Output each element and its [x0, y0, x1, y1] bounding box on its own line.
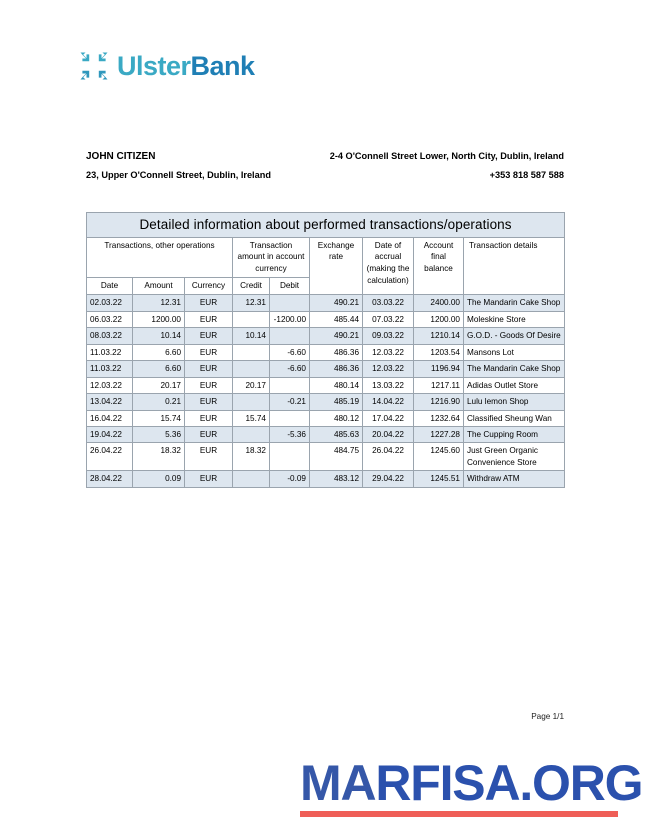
header-debit: Debit: [270, 278, 310, 295]
table-body: [87, 295, 565, 488]
cell-debit: [270, 443, 310, 471]
cell-details: The Cupping Room: [464, 427, 565, 443]
cell-debit: [270, 377, 310, 393]
cell-accrual: 13.03.22: [363, 377, 414, 393]
cell-details: G.O.D. - Goods Of Desire: [464, 328, 565, 344]
address-row-primary: [86, 148, 564, 167]
cell-accrual: 07.03.22: [363, 311, 414, 327]
cell-date: 08.03.22: [87, 328, 133, 344]
cell-credit: 15.74: [233, 410, 270, 426]
cell-date: 02.03.22: [87, 295, 133, 311]
cell-date: 11.03.22: [87, 344, 133, 360]
table-row: [87, 311, 565, 327]
cell-debit: [270, 295, 310, 311]
cell-amount: 10.14: [133, 328, 185, 344]
bank-name-part1: Ulster: [117, 50, 191, 81]
statement-title: Detailed information about performed transactions/operations: [87, 213, 565, 238]
cell-amount: 18.32: [133, 443, 185, 471]
cell-currency: EUR: [185, 471, 233, 487]
cell-currency: EUR: [185, 344, 233, 360]
statement-sheet: [86, 212, 564, 488]
cell-currency: EUR: [185, 377, 233, 393]
cell-currency: EUR: [185, 295, 233, 311]
bank-logo: [80, 52, 255, 80]
cell-amount: 15.74: [133, 410, 185, 426]
cell-accrual: 12.03.22: [363, 361, 414, 377]
cell-credit: [233, 394, 270, 410]
header-transaction-details: Transaction details: [464, 237, 565, 295]
cell-rate: 480.14: [310, 377, 363, 393]
header-date-of-accrual: Date of accrual (making the calculation): [363, 237, 414, 295]
cell-balance: 1217.11: [414, 377, 464, 393]
cell-rate: 485.44: [310, 311, 363, 327]
cell-date: 13.04.22: [87, 394, 133, 410]
cell-balance: 1203.54: [414, 344, 464, 360]
table-row: [87, 295, 565, 311]
branch-address: 2-4 O'Connell Street Lower, North City, Dublin, Ireland: [329, 151, 564, 161]
bank-name: [117, 50, 255, 81]
cell-debit: [270, 328, 310, 344]
branch-phone: +353 818 587 588: [489, 169, 564, 180]
cell-currency: EUR: [185, 311, 233, 327]
cell-credit: 12.31: [233, 295, 270, 311]
cell-accrual: 03.03.22: [363, 295, 414, 311]
page-number: Page 1/1: [531, 712, 564, 721]
cell-date: 16.04.22: [87, 410, 133, 426]
cell-currency: EUR: [185, 410, 233, 426]
cell-balance: 1245.51: [414, 471, 464, 487]
cell-details: The Mandarin Cake Shop: [464, 361, 565, 377]
cell-accrual: 14.04.22: [363, 394, 414, 410]
watermark-rule: [300, 811, 618, 817]
cell-date: 26.04.22: [87, 443, 133, 471]
cell-balance: 2400.00: [414, 295, 464, 311]
address-block: [86, 148, 564, 184]
cell-balance: 1232.64: [414, 410, 464, 426]
cell-currency: EUR: [185, 443, 233, 471]
cell-debit: -0.21: [270, 394, 310, 410]
cell-rate: 485.19: [310, 394, 363, 410]
cell-currency: EUR: [185, 328, 233, 344]
cell-details: Lulu lemon Shop: [464, 394, 565, 410]
customer-name: JOHN CITIZEN: [86, 151, 156, 162]
header-amount-group: Transaction amount in account currency: [233, 237, 310, 278]
cell-credit: [233, 344, 270, 360]
watermark-text-light: MA: [300, 755, 376, 811]
cell-rate: 486.36: [310, 344, 363, 360]
table-row: [87, 427, 565, 443]
header-currency: Currency: [185, 278, 233, 295]
table-row: [87, 443, 565, 471]
cell-debit: -6.60: [270, 344, 310, 360]
table-header: [87, 213, 565, 295]
table-row: [87, 328, 565, 344]
header-credit: Credit: [233, 278, 270, 295]
cell-debit: -0.09: [270, 471, 310, 487]
cell-currency: EUR: [185, 361, 233, 377]
cell-balance: 1216.90: [414, 394, 464, 410]
transactions-table: [86, 212, 565, 488]
cell-accrual: 26.04.22: [363, 443, 414, 471]
header-transactions-group: Transactions, other operations: [87, 237, 233, 278]
header-exchange-rate: Exchange rate: [310, 237, 363, 295]
cell-details: Withdraw ATM: [464, 471, 565, 487]
cell-rate: 485.63: [310, 427, 363, 443]
header-amount: Amount: [133, 278, 185, 295]
cell-date: 11.03.22: [87, 361, 133, 377]
cell-credit: [233, 311, 270, 327]
cell-currency: EUR: [185, 427, 233, 443]
table-row: [87, 361, 565, 377]
cell-amount: 0.21: [133, 394, 185, 410]
ulster-bank-knot-icon: [80, 52, 108, 80]
table-row: [87, 344, 565, 360]
cell-date: 12.03.22: [87, 377, 133, 393]
cell-amount: 6.60: [133, 361, 185, 377]
cell-amount: 6.60: [133, 344, 185, 360]
watermark-text: [300, 755, 643, 811]
cell-debit: -1200.00: [270, 311, 310, 327]
cell-debit: [270, 410, 310, 426]
table-row: [87, 394, 565, 410]
cell-rate: 484.75: [310, 443, 363, 471]
table-title-row: [87, 213, 565, 238]
cell-balance: 1200.00: [414, 311, 464, 327]
address-row-secondary: [86, 167, 564, 184]
cell-rate: 486.36: [310, 361, 363, 377]
cell-debit: -6.60: [270, 361, 310, 377]
cell-credit: [233, 427, 270, 443]
bank-name-part2: Bank: [190, 50, 255, 81]
cell-balance: 1245.60: [414, 443, 464, 471]
cell-details: Moleskine Store: [464, 311, 565, 327]
cell-rate: 480.12: [310, 410, 363, 426]
cell-date: 06.03.22: [87, 311, 133, 327]
cell-balance: 1196.94: [414, 361, 464, 377]
cell-credit: 10.14: [233, 328, 270, 344]
customer-address: 23, Upper O'Connell Street, Dublin, Ireland: [86, 169, 271, 180]
cell-amount: 5.36: [133, 427, 185, 443]
cell-details: Mansons Lot: [464, 344, 565, 360]
cell-details: The Mandarin Cake Shop: [464, 295, 565, 311]
marfisa-watermark: [300, 755, 643, 817]
table-row: [87, 377, 565, 393]
cell-currency: EUR: [185, 394, 233, 410]
cell-accrual: 29.04.22: [363, 471, 414, 487]
cell-balance: 1227.28: [414, 427, 464, 443]
table-row: [87, 471, 565, 487]
cell-credit: [233, 361, 270, 377]
cell-balance: 1210.14: [414, 328, 464, 344]
cell-amount: 1200.00: [133, 311, 185, 327]
cell-date: 28.04.22: [87, 471, 133, 487]
cell-credit: [233, 471, 270, 487]
cell-rate: 490.21: [310, 295, 363, 311]
cell-accrual: 12.03.22: [363, 344, 414, 360]
cell-credit: 20.17: [233, 377, 270, 393]
cell-accrual: 17.04.22: [363, 410, 414, 426]
cell-credit: 18.32: [233, 443, 270, 471]
cell-details: Classified Sheung Wan: [464, 410, 565, 426]
cell-amount: 12.31: [133, 295, 185, 311]
cell-amount: 0.09: [133, 471, 185, 487]
header-account-final-balance: Account final balance: [414, 237, 464, 295]
cell-details: Just Green Organic Convenience Store: [464, 443, 565, 471]
header-date: Date: [87, 278, 133, 295]
cell-details: Adidas Outlet Store: [464, 377, 565, 393]
table-row: [87, 410, 565, 426]
watermark-text-bold: RFISA.ORG: [375, 755, 643, 811]
cell-accrual: 20.04.22: [363, 427, 414, 443]
cell-amount: 20.17: [133, 377, 185, 393]
cell-date: 19.04.22: [87, 427, 133, 443]
cell-accrual: 09.03.22: [363, 328, 414, 344]
cell-debit: -5.36: [270, 427, 310, 443]
cell-rate: 483.12: [310, 471, 363, 487]
cell-rate: 490.21: [310, 328, 363, 344]
